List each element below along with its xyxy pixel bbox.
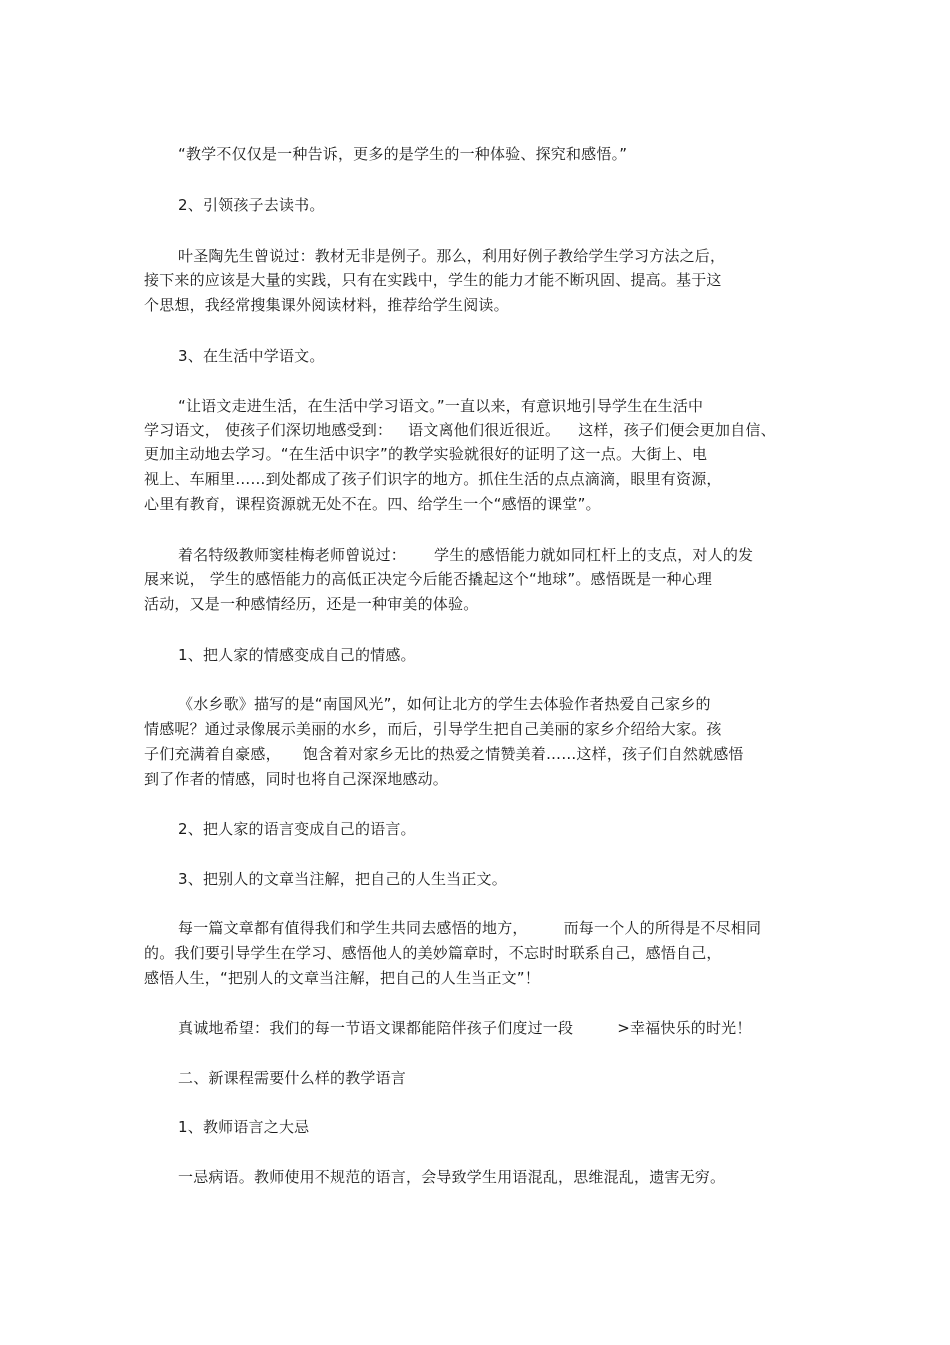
paragraph-line: [178, 545, 753, 565]
paragraph-line: 感悟人生，“把别人的文章当注解，把自己的人生当正文”！: [144, 969, 540, 987]
section-heading: 2、把人家的语言变成自己的语言。: [178, 820, 416, 838]
text-segment: 语文离他们很近很近。: [408, 421, 561, 439]
paragraph-line: 个思想，我经常搜集课外阅读材料，推荐给学生阅读。: [144, 296, 509, 314]
paragraph-line: [144, 420, 776, 440]
paragraph-line: 情感呢？通过录像展示美丽的水乡，而后，引导学生把自己美丽的家乡介绍给大家。孩: [144, 720, 722, 738]
paragraph-line: “让语文走进生活，在生活中学习语文。”一直以来，有意识地引导学生在生活中: [178, 397, 704, 415]
paragraph-line: 《水乡歌》描写的是“南国风光”，如何让北方的学生去体验作者热爱自己家乡的: [178, 695, 711, 713]
paragraph-line: [178, 918, 761, 938]
section-heading: 1、把人家的情感变成自己的情感。: [178, 646, 416, 664]
section-heading: 2、引领孩子去读书。: [178, 196, 325, 214]
text-segment: 真诚地希望：我们的每一节语文课都能陪伴孩子们度过一段: [178, 1019, 574, 1037]
text-segment: 着名特级教师窦桂梅老师曾说过：: [178, 546, 407, 564]
text-segment: 这样，孩子们便会更加自信、: [578, 421, 776, 439]
paragraph-line: 接下来的应该是大量的实践，只有在实践中，学生的能力才能不断巩固、提高。基于这: [144, 271, 722, 289]
paragraph-line: 叶圣陶先生曾说过：教材无非是例子。那么，利用好例子教给学生学习方法之后，: [178, 247, 726, 265]
paragraph-line: 展来说， 学生的感悟能力的高低正决定今后能否撬起这个“地球”。感悟既是一种心理: [144, 570, 713, 588]
section-heading: 二、新课程需要什么样的教学语言: [178, 1069, 407, 1087]
paragraph-line: [144, 744, 744, 764]
text-segment: 子们充满着自豪感，: [144, 745, 281, 763]
paragraph-line: 到了作者的情感，同时也将自己深深地感动。: [144, 770, 449, 788]
section-heading: 3、在生活中学语文。: [178, 347, 325, 365]
text-segment: 学生的感悟能力就如同杠杆上的支点，对人的发: [434, 546, 754, 564]
text-segment: 而每一个人的所得是不尽相同: [563, 919, 762, 937]
paragraph-line: 更加主动地去学习。“在生活中识字”的教学实验就很好的证明了这一点。大街上、电: [144, 445, 708, 463]
paragraph-line: 一忌病语。教师使用不规范的语言，会导致学生用语混乱，思维混乱，遗害无穷。: [178, 1168, 726, 1186]
text-segment: 每一篇文章都有值得我们和学生共同去感悟的地方，: [178, 919, 528, 937]
quote-line: “教学不仅仅是一种告诉，更多的是学生的一种体验、探究和感悟。”: [178, 145, 628, 163]
text-segment: 学习语文， 使孩子们深切地感受到：: [144, 421, 393, 439]
text-segment: 饱含着对家乡无比的热爱之情赞美着……这样，孩子们自然就感悟: [302, 745, 744, 763]
paragraph-line: [178, 1018, 752, 1038]
paragraph-line: 心里有教育，课程资源就无处不在。四、给学生一个“感悟的课堂”。: [144, 495, 601, 513]
text-segment: >幸福快乐的时光！: [617, 1019, 752, 1037]
section-heading: 3、把别人的文章当注解，把自己的人生当正文。: [178, 870, 507, 888]
section-heading: 1、教师语言之大忌: [178, 1118, 310, 1136]
paragraph-line: 活动，又是一种感情经历，还是一种审美的体验。: [144, 595, 479, 613]
paragraph-line: 的。我们要引导学生在学习、感悟他人的美妙篇章时，不忘时时联系自己，感悟自己，: [144, 944, 722, 962]
paragraph-line: 视上、车厢里……到处都成了孩子们识字的地方。抓住生活的点点滴滴，眼里有资源，: [144, 470, 722, 488]
